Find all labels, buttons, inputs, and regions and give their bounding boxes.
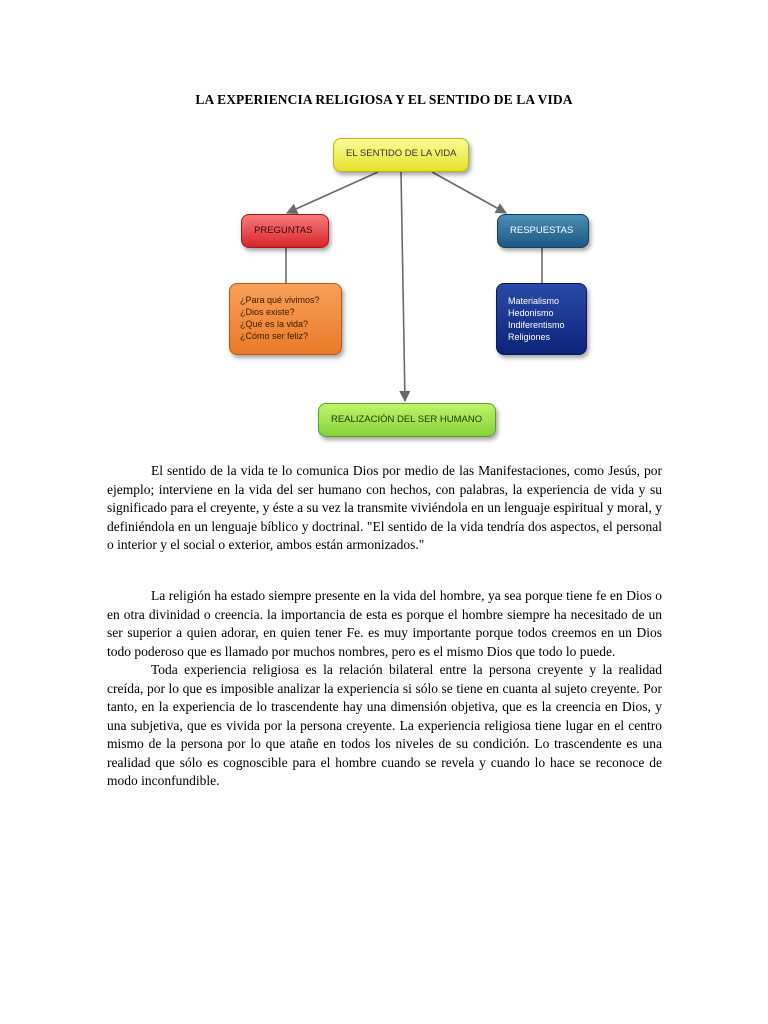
- node-label: REALIZACIÓN DEL SER HUMANO: [331, 414, 483, 425]
- body-section-2: [107, 587, 662, 791]
- node-questions-list: [229, 283, 342, 355]
- arrow-to-preguntas: [287, 172, 378, 213]
- question-item: ¿Cómo ser feliz?: [240, 331, 309, 341]
- paragraph: El sentido de la vida te lo comunica Dios por medio de las Manifestaciones, como Jesús, por ejemplo; interviene en la vida del ser humano con hechos, con palabras, la experiencia de vida y su significado para el creyente, y éste a su vez la transmite viviéndola en un lenguaje espiritual y moral, y definiéndola en un lenguaje bíblico y doctrinal. "El sentido de la vida tendría dos aspectos, el personal o interior y el social o exterior, ambos están armonizados.": [107, 463, 662, 552]
- question-item: ¿Para qué vivimos?: [240, 295, 320, 305]
- node-preguntas: [241, 214, 329, 248]
- concept-map-connectors: [0, 0, 768, 460]
- node-answers-list: [496, 283, 587, 355]
- question-item: ¿Dios existe?: [240, 307, 295, 317]
- node-label: RESPUESTAS: [510, 225, 574, 236]
- answer-item: Hedonismo: [508, 308, 554, 318]
- concept-map: [0, 0, 768, 460]
- body-section-1: [107, 462, 662, 555]
- page-title: LA EXPERIENCIA RELIGIOSA Y EL SENTIDO DE LA VIDA: [195, 92, 573, 107]
- node-respuestas: [497, 214, 589, 248]
- question-item: ¿Qué es la vida?: [240, 319, 309, 329]
- node-realizacion: [318, 403, 496, 437]
- arrow-to-realizacion: [401, 172, 405, 401]
- paragraph: La religión ha estado siempre presente en la vida del hombre, ya sea porque tiene fe en Dios o en otra divinidad o creencia. la importancia de esta es porque el hombre siempre ha necesitado de un ser superior a quien adorar, en quien tener Fe. es muy importante porque todos creemos en un Dios todo poderoso que es llamado por muchos nombres, pero es el mismo Dios que todo lo puede.: [107, 588, 662, 659]
- answer-item: Materialismo: [508, 296, 560, 306]
- node-sentido-de-la-vida: [333, 138, 469, 172]
- paragraph: Toda experiencia religiosa es la relación bilateral entre la persona creyente y la realidad creída, por lo que es imposible analizar la experiencia si sólo se tiene en cuanta al sujeto creyente. Por tanto, en la experiencia de lo trascendente hay una dimensión objetiva, que es la creencia en Dios, y una subjetiva, que es vivida por la persona creyente. La experiencia religiosa tiene lugar en el centro mismo de la persona por lo que atañe en todos los niveles de su condición. Lo trascendente es una realidad que sólo es cognoscible para el hombre cuando se revela y cuando lo hace se reconoce de modo inconfundible.: [107, 662, 662, 788]
- node-label: PREGUNTAS: [254, 225, 313, 236]
- answer-item: Indiferentismo: [508, 320, 565, 330]
- answer-item: Religiones: [508, 332, 551, 342]
- node-label: EL SENTIDO DE LA VIDA: [346, 148, 457, 159]
- arrow-to-respuestas: [432, 172, 506, 213]
